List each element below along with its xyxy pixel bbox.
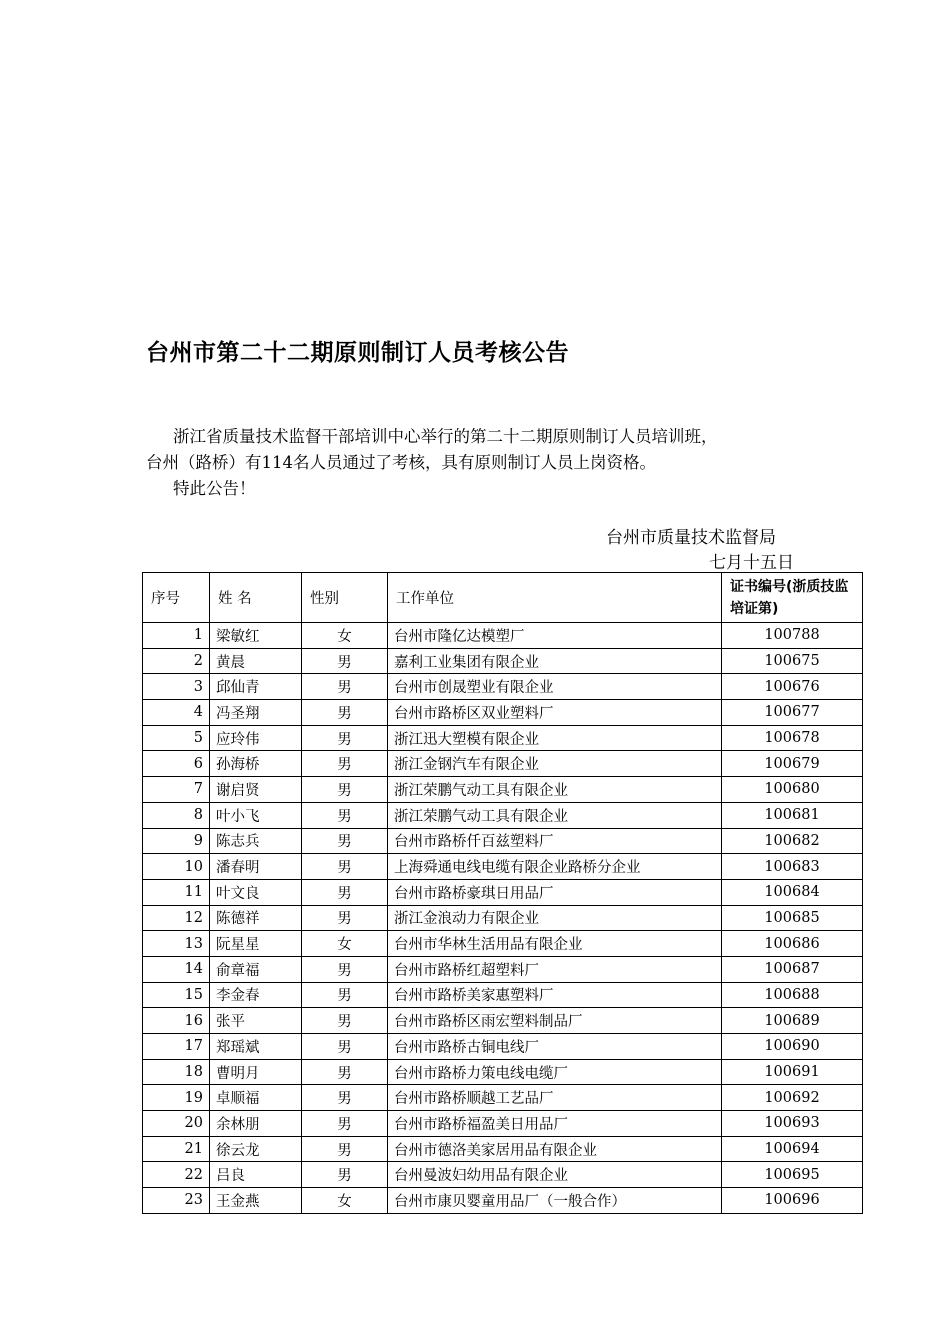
table-header-row [143,573,863,623]
work-unit-cell: 台州市路桥福盈美日用品厂 [388,1111,722,1137]
certificate-number-cell: 100692 [722,1085,863,1111]
serial-number-cell: 1 [143,623,210,649]
header-serial-number: 序号 [143,573,210,623]
table-row [143,1008,863,1034]
page-title: 台州市第二十二期原则制订人员考核公告 [146,340,569,366]
table-row [143,828,863,854]
gender-cell: 男 [302,905,388,931]
gender-cell: 男 [302,1059,388,1085]
serial-number-cell: 3 [143,674,210,700]
work-unit-cell: 浙江荣鹏气动工具有限企业 [388,802,722,828]
serial-number-cell: 16 [143,1008,210,1034]
name-cell: 吕良 [210,1162,302,1188]
serial-number-cell: 14 [143,956,210,982]
table-row [143,623,863,649]
serial-number-cell: 8 [143,802,210,828]
table-row [143,674,863,700]
gender-cell: 男 [302,674,388,700]
header-name: 姓 名 [210,573,302,623]
serial-number-cell: 23 [143,1188,210,1214]
certificate-number-cell: 100686 [722,931,863,957]
name-cell: 卓顺福 [210,1085,302,1111]
gender-cell: 男 [302,982,388,1008]
header-gender: 性别 [302,573,388,623]
gender-cell: 男 [302,751,388,777]
name-cell: 黄晨 [210,648,302,674]
table-body [143,623,863,1214]
table-row [143,956,863,982]
gender-cell: 男 [302,1111,388,1137]
serial-number-cell: 15 [143,982,210,1008]
table-row [143,751,863,777]
gender-cell: 男 [302,1034,388,1060]
work-unit-cell: 浙江迅大塑模有限企业 [388,725,722,751]
serial-number-cell: 18 [143,1059,210,1085]
table-row [143,879,863,905]
work-unit-cell: 台州曼波妇幼用品有限企业 [388,1162,722,1188]
issuer-signature: 台州市质量技术监督局 [606,528,776,548]
serial-number-cell: 19 [143,1085,210,1111]
gender-cell: 男 [302,1136,388,1162]
gender-cell: 男 [302,1008,388,1034]
certificate-number-cell: 100694 [722,1136,863,1162]
work-unit-cell: 台州市德洛美家居用品有限企业 [388,1136,722,1162]
serial-number-cell: 13 [143,931,210,957]
work-unit-cell: 嘉利工业集团有限企业 [388,648,722,674]
name-cell: 曹明月 [210,1059,302,1085]
name-cell: 谢启贤 [210,777,302,803]
serial-number-cell: 12 [143,905,210,931]
personnel-table [142,572,863,1214]
table-row [143,1059,863,1085]
table-row [143,982,863,1008]
serial-number-cell: 4 [143,700,210,726]
issue-date: 七月十五日 [709,553,794,573]
name-cell: 叶文良 [210,879,302,905]
work-unit-cell: 台州市路桥豪琪日用品厂 [388,879,722,905]
certificate-number-cell: 100682 [722,828,863,854]
gender-cell: 男 [302,648,388,674]
table-row [143,700,863,726]
certificate-number-cell: 100683 [722,854,863,880]
name-cell: 梁敏红 [210,623,302,649]
table-row [143,931,863,957]
certificate-number-cell: 100788 [722,623,863,649]
certificate-number-cell: 100695 [722,1162,863,1188]
table-row [143,1188,863,1214]
serial-number-cell: 5 [143,725,210,751]
work-unit-cell: 台州市隆亿达模塑厂 [388,623,722,649]
serial-number-cell: 21 [143,1136,210,1162]
header-work-unit: 工作单位 [388,573,722,623]
gender-cell: 男 [302,828,388,854]
work-unit-cell: 台州市华林生活用品有限企业 [388,931,722,957]
gender-cell: 女 [302,931,388,957]
certificate-number-cell: 100676 [722,674,863,700]
name-cell: 陈德祥 [210,905,302,931]
certificate-number-cell: 100680 [722,777,863,803]
name-cell: 李金春 [210,982,302,1008]
serial-number-cell: 2 [143,648,210,674]
header-certificate-number: 证书编号(浙质技监培证第) [722,573,863,623]
certificate-number-cell: 100691 [722,1059,863,1085]
table-row [143,1085,863,1111]
gender-cell: 女 [302,623,388,649]
certificate-number-cell: 100678 [722,725,863,751]
work-unit-cell: 台州市路桥力策电线电缆厂 [388,1059,722,1085]
certificate-number-cell: 100693 [722,1111,863,1137]
work-unit-cell: 台州市路桥区双业塑料厂 [388,700,722,726]
intro-paragraph-1: 浙江省质量技术监督干部培训中心举行的第二十二期原则制订人员培训班， [173,427,718,446]
gender-cell: 男 [302,777,388,803]
name-cell: 邱仙青 [210,674,302,700]
name-cell: 郑瑶斌 [210,1034,302,1060]
certificate-number-cell: 100690 [722,1034,863,1060]
certificate-number-cell: 100688 [722,982,863,1008]
certificate-number-cell: 100689 [722,1008,863,1034]
work-unit-cell: 上海舜通电线电缆有限企业路桥分企业 [388,854,722,880]
name-cell: 叶小飞 [210,802,302,828]
gender-cell: 男 [302,1162,388,1188]
name-cell: 张平 [210,1008,302,1034]
name-cell: 阮星星 [210,931,302,957]
name-cell: 徐云龙 [210,1136,302,1162]
gender-cell: 男 [302,854,388,880]
serial-number-cell: 22 [143,1162,210,1188]
work-unit-cell: 台州市路桥顺越工艺品厂 [388,1085,722,1111]
serial-number-cell: 9 [143,828,210,854]
work-unit-cell: 台州市路桥红超塑料厂 [388,956,722,982]
serial-number-cell: 7 [143,777,210,803]
certificate-number-cell: 100687 [722,956,863,982]
work-unit-cell: 台州市路桥仟百兹塑料厂 [388,828,722,854]
name-cell: 潘春明 [210,854,302,880]
table-row [143,777,863,803]
gender-cell: 男 [302,956,388,982]
gender-cell: 女 [302,1188,388,1214]
table-row [143,725,863,751]
work-unit-cell: 浙江金钢汽车有限企业 [388,751,722,777]
table-row [143,1111,863,1137]
table-row [143,854,863,880]
certificate-number-cell: 100696 [722,1188,863,1214]
serial-number-cell: 6 [143,751,210,777]
serial-number-cell: 20 [143,1111,210,1137]
work-unit-cell: 浙江荣鹏气动工具有限企业 [388,777,722,803]
work-unit-cell: 台州市路桥区雨宏塑料制品厂 [388,1008,722,1034]
serial-number-cell: 17 [143,1034,210,1060]
serial-number-cell: 10 [143,854,210,880]
work-unit-cell: 台州市康贝婴童用品厂（一般合作） [388,1188,722,1214]
serial-number-cell: 11 [143,879,210,905]
gender-cell: 男 [302,1085,388,1111]
table-row [143,1162,863,1188]
certificate-number-cell: 100681 [722,802,863,828]
name-cell: 俞章福 [210,956,302,982]
certificate-number-cell: 100677 [722,700,863,726]
table-row [143,1136,863,1162]
closing-paragraph: 特此公告！ [173,479,256,498]
work-unit-cell: 台州市路桥古铜电线厂 [388,1034,722,1060]
name-cell: 应玲伟 [210,725,302,751]
certificate-number-cell: 100675 [722,648,863,674]
table-row [143,905,863,931]
table-row [143,648,863,674]
gender-cell: 男 [302,725,388,751]
gender-cell: 男 [302,802,388,828]
name-cell: 孙海桥 [210,751,302,777]
name-cell: 陈志兵 [210,828,302,854]
name-cell: 冯圣翔 [210,700,302,726]
gender-cell: 男 [302,700,388,726]
table-row [143,1034,863,1060]
name-cell: 余林朋 [210,1111,302,1137]
work-unit-cell: 台州市路桥美家惠塑料厂 [388,982,722,1008]
name-cell: 王金燕 [210,1188,302,1214]
certificate-number-cell: 100684 [722,879,863,905]
certificate-number-cell: 100679 [722,751,863,777]
intro-paragraph-2: 台州（路桥）有114名人员通过了考核，具有原则制订人员上岗资格。 [146,453,656,472]
certificate-number-cell: 100685 [722,905,863,931]
gender-cell: 男 [302,879,388,905]
work-unit-cell: 台州市创晟塑业有限企业 [388,674,722,700]
table-row [143,802,863,828]
work-unit-cell: 浙江金浪动力有限企业 [388,905,722,931]
